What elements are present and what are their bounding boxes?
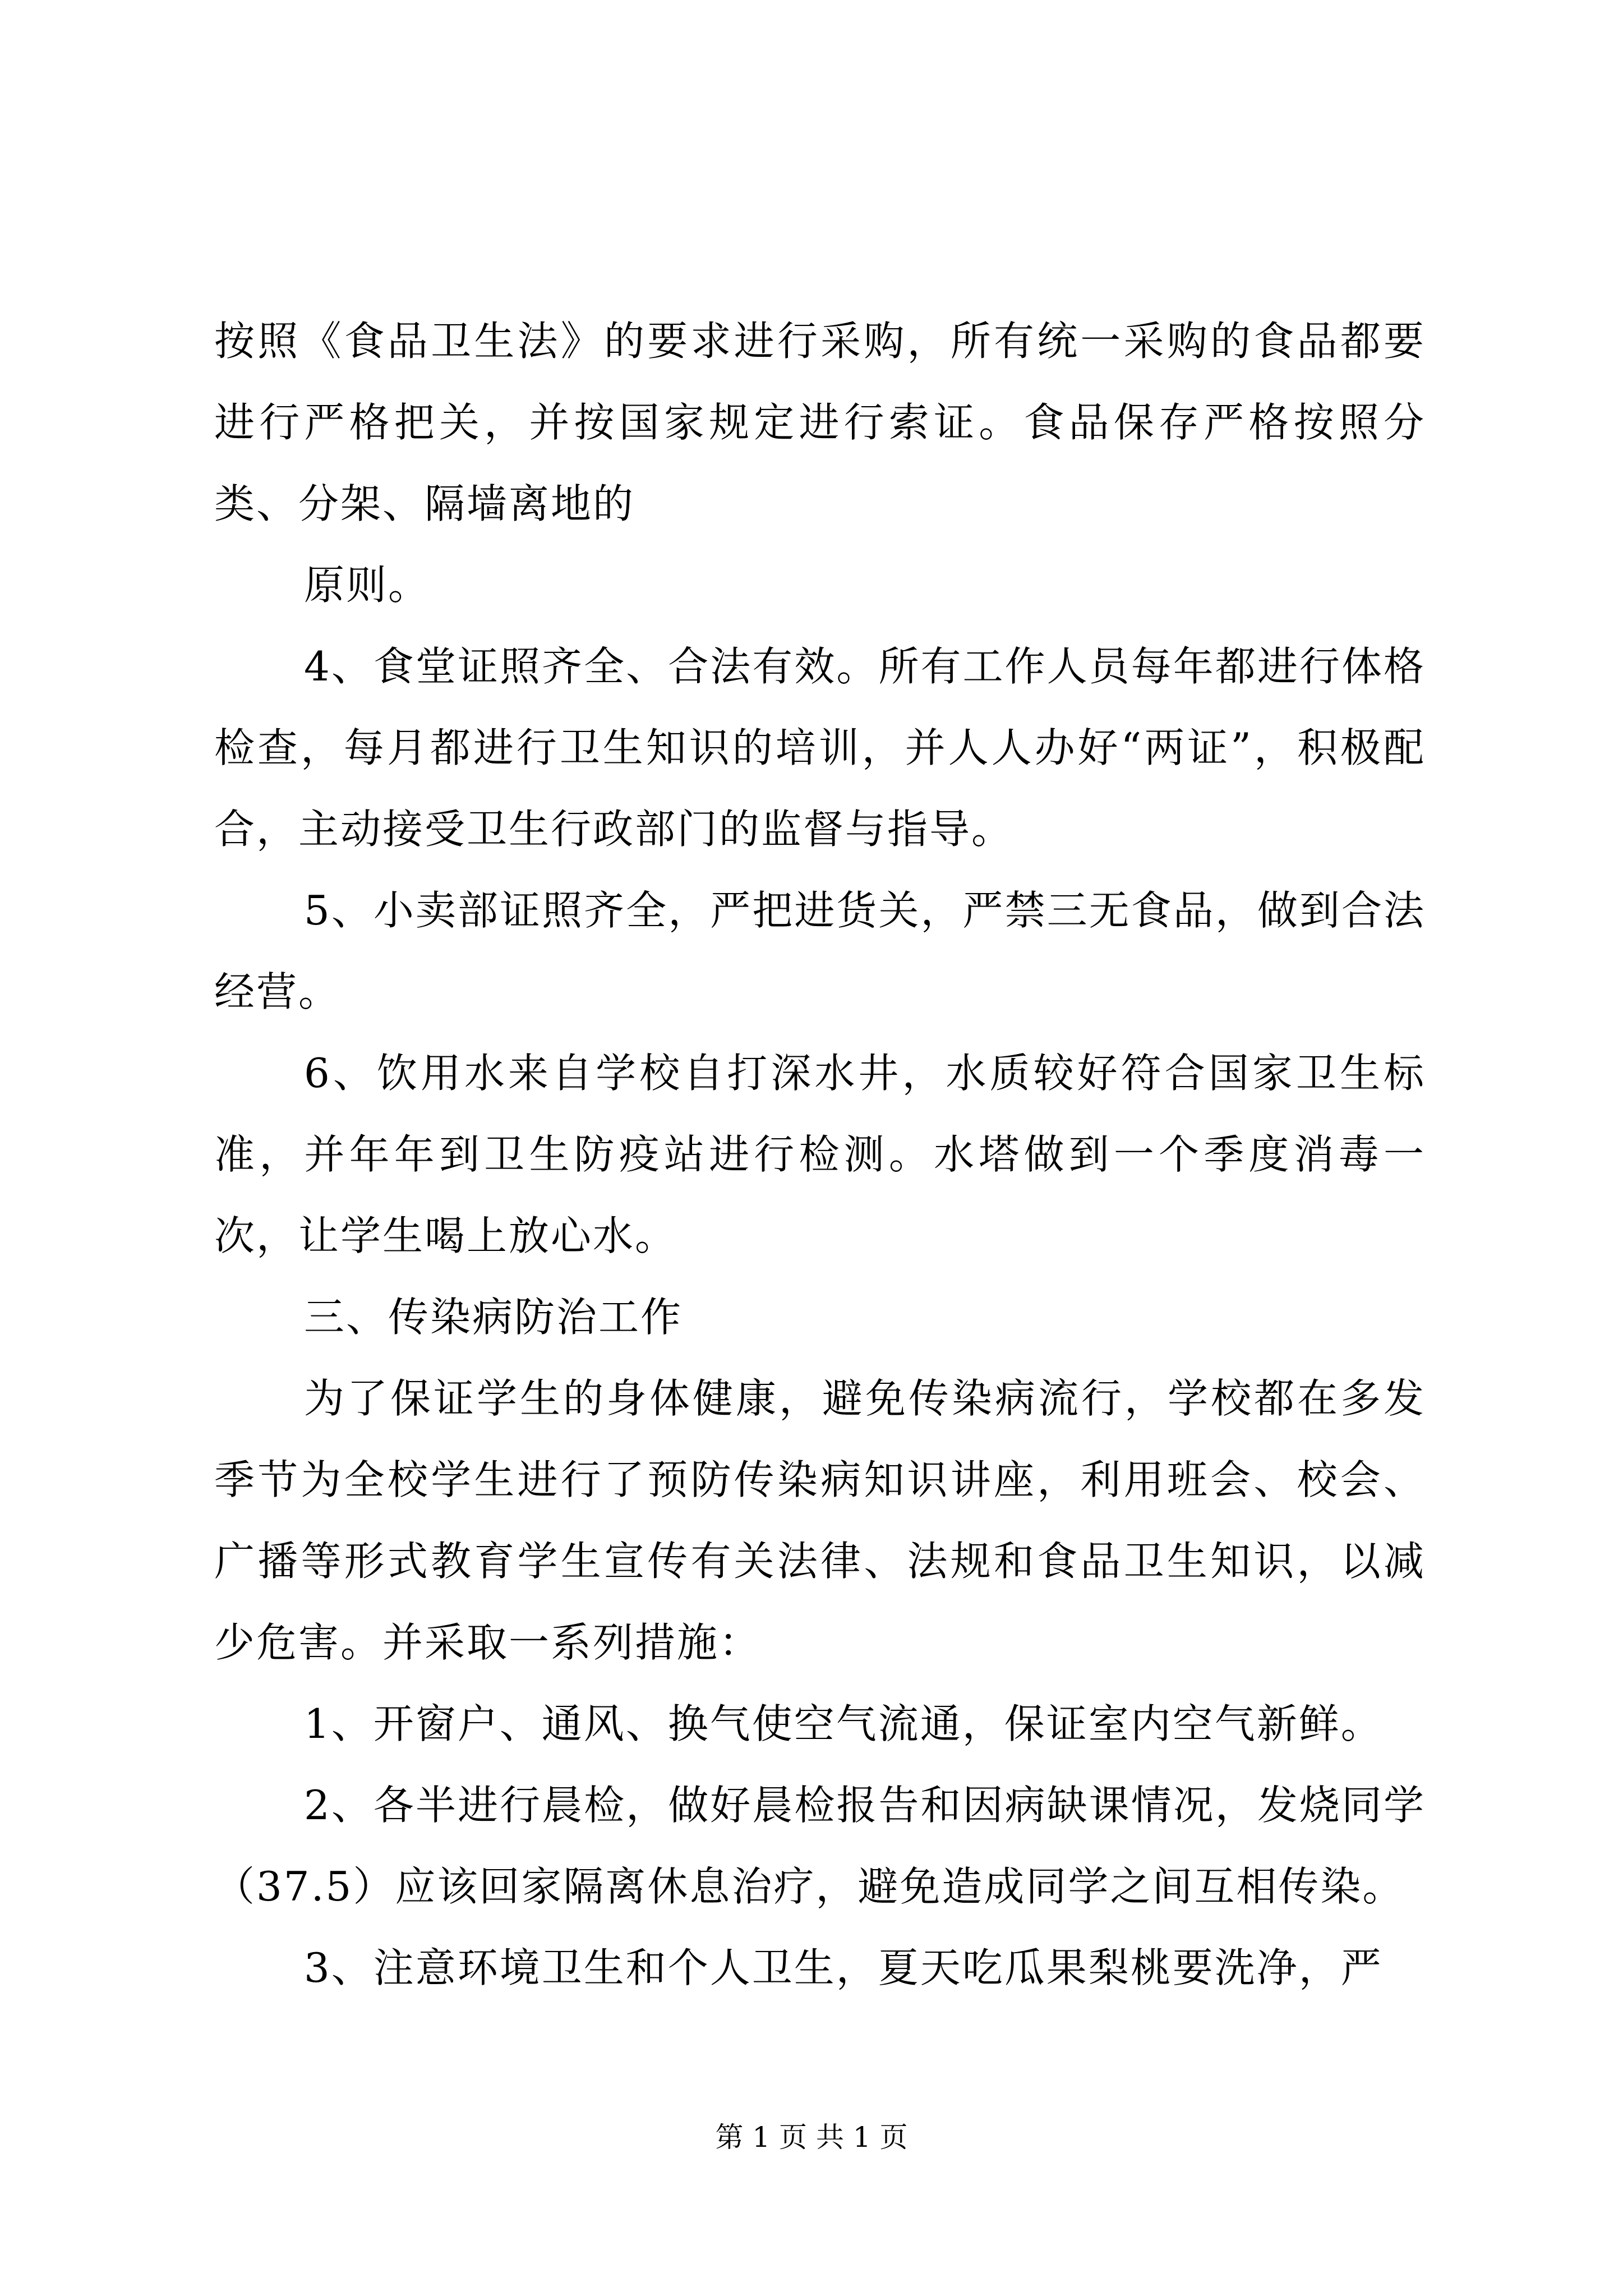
paragraph-procurement-continued: 按照《食品卫生法》的要求进行采购，所有统一采购的食品都要进行严格把关，并按国家规定进行索证。食品保存严格按照分类、分架、隔墙离地的 [214,318,1426,527]
page-footer [0,2118,1623,2157]
paragraph-measure-1-ventilation: 1、开窗户、通风、换气使空气流通，保证室内空气新鲜。 [304,1700,1383,1747]
paragraph-measure-3-hygiene: 3、注意环境卫生和个人卫生，夏天吃瓜果梨桃要洗净，严 [304,1944,1383,1991]
paragraph-item-4-canteen-license: 4、食堂证照齐全、合法有效。所有工作人员每年都进行体格检查，每月都进行卫生知识的培训，并人人办好“两证”，积极配合，主动接受卫生行政部门的监督与指导。 [214,643,1426,853]
paragraph-measure-2-morning-check: 2、各半进行晨检，做好晨检报告和因病缺课情况，发烧同学（37.5）应该回家隔离休息治疗，避免造成同学之间互相传染。 [214,1782,1426,1910]
paragraph-disease-prevention-intro: 为了保证学生的身体健康，避免传染病流行，学校都在多发季节为全校学生进行了预防传染病知识讲座，利用班会、校会、广播等形式教育学生宣传有关法律、法规和食品卫生知识，以减少危害。并采取一系列措施： [214,1375,1426,1666]
paragraph-item-5-store-license: 5、小卖部证照齐全，严把进货关，严禁三无食品，做到合法经营。 [214,887,1426,1015]
page-number-label: 第 1 页 共 1 页 [715,2121,908,2154]
paragraph-principle: 原则。 [304,562,431,609]
document-body [214,301,1426,2009]
paragraph-item-6-drinking-water: 6、饮用水来自学校自打深水井，水质较好符合国家卫生标准，并年年到卫生防疫站进行检测。水塔做到一个季度消毒一次，让学生喝上放心水。 [214,1050,1426,1259]
section-heading-disease-prevention: 三、传染病防治工作 [304,1294,683,1341]
